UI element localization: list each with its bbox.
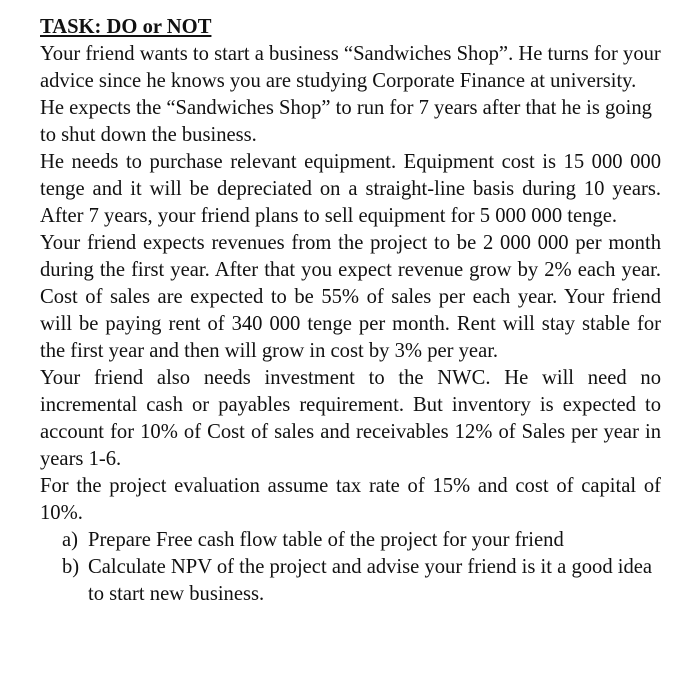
paragraph-duration: He expects the “Sandwiches Shop” to run for 7 years after that he is going to shut down the business.: [40, 97, 652, 146]
paragraph-nwc: Your friend also needs investment to the NWC. He will need no incremental cash or payables requirement. But inventory is expected to account for 10% of Cost of sales and receivables 12% of Sales per year in years 1-6.: [40, 367, 661, 470]
task-item-a: [40, 527, 661, 554]
paragraph-revenue: Your friend expects revenues from the project to be 2 000 000 per month during the first year. After that you expect revenue grow by 2% each year. Cost of sales are expected to be 55% of sales per each year. Your friend will be paying rent of 340 000 tenge per month. Rent will stay stable for the first year and then will grow in cost by 3% per year.: [40, 232, 661, 362]
paragraph-equipment: He needs to purchase relevant equipment. Equipment cost is 15 000 000 tenge and it will be depreciated on a straight-line basis during 10 years. After 7 years, your friend plans to sell equipment for 5 000 000 tenge.: [40, 151, 661, 227]
task-document: [40, 14, 661, 608]
task-list: [40, 527, 661, 608]
task-text-b: Calculate NPV of the project and advise your friend is it a good idea to start new business.: [88, 556, 653, 605]
task-marker-b: b): [62, 556, 80, 578]
task-marker-a: a): [62, 529, 78, 551]
task-title: TASK: DO or NOT: [40, 16, 212, 38]
paragraph-intro: Your friend wants to start a business “Sandwiches Shop”. He turns for your advice since he knows you are studying Corporate Finance at university.: [40, 43, 661, 92]
task-text-a: Prepare Free cash flow table of the project for your friend: [88, 529, 564, 551]
paragraph-assumptions: For the project evaluation assume tax rate of 15% and cost of capital of 10%.: [40, 475, 661, 524]
task-item-b: [40, 554, 661, 608]
